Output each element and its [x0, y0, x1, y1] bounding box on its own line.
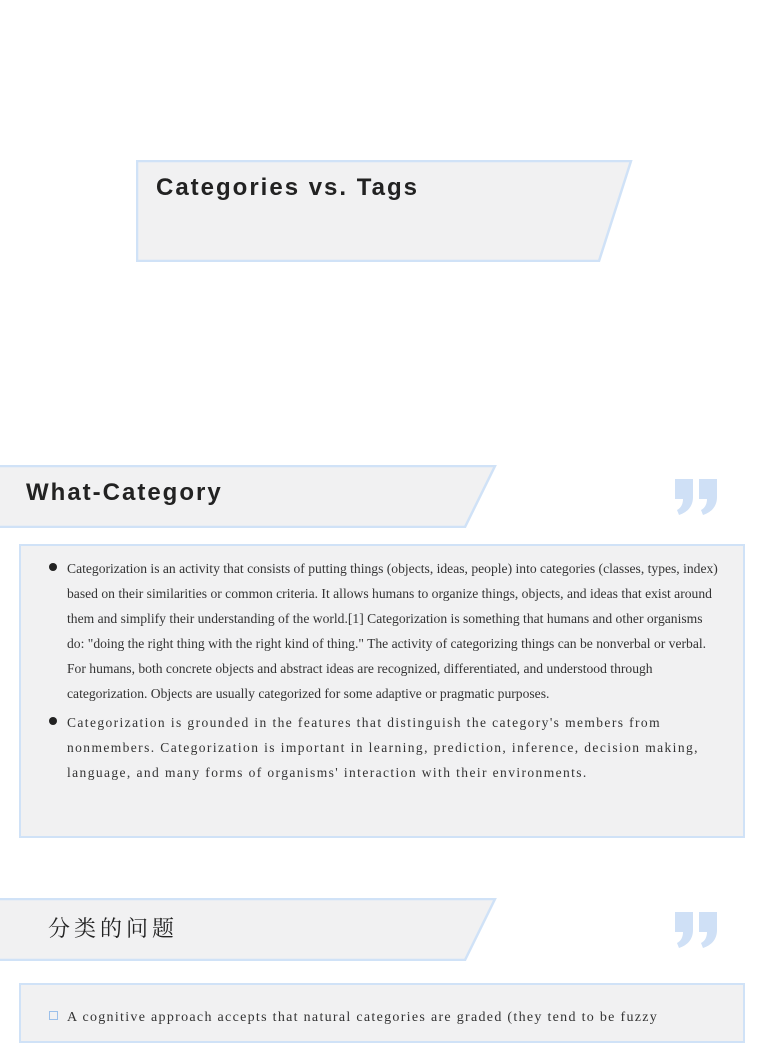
page-title: Categories vs. Tags	[156, 174, 419, 201]
section-title: What-Category	[26, 479, 223, 506]
bullet-icon	[49, 717, 57, 725]
list-item-text: A cognitive approach accepts that natural categories are graded (they tend to be fuzzy	[67, 1010, 659, 1025]
quote-icon	[673, 477, 719, 515]
what-category-content	[19, 544, 745, 838]
section-header-what-category	[0, 465, 497, 528]
square-bullet-icon	[49, 1011, 58, 1020]
list-item	[49, 1005, 719, 1030]
list-item	[49, 710, 719, 785]
list-item	[49, 556, 719, 706]
bullet-icon	[49, 563, 57, 571]
title-box	[136, 160, 633, 262]
quote-icon	[673, 910, 719, 948]
section-header-category-problems	[0, 898, 497, 961]
category-problems-content	[19, 983, 745, 1043]
list-item-text: Categorization is grounded in the features that distinguish the category's members from nonmembers. Categorization is important in learning, prediction, inference, decision making, language, and many forms of organisms' interaction with their environments.	[67, 715, 699, 780]
section-title: 分类的问题	[48, 917, 179, 942]
list-item-text: Categorization is an activity that consists of putting things (objects, ideas, people) into categories (classes, types, index) based on their similarities or common criteria. It allows humans to organize things, objects, and ideas that exist around them and simplify their understanding of the world.[1] Categorization is something that humans and other organisms do: "doing the right thing with the right kind of thing." The activity of categorizing things can be nonverbal or verbal. For humans, both concrete objects and abstract ideas are recognized, differentiated, and understood through categorization. Objects are usually categorized for some adaptive or pragmatic purposes.	[67, 561, 718, 701]
